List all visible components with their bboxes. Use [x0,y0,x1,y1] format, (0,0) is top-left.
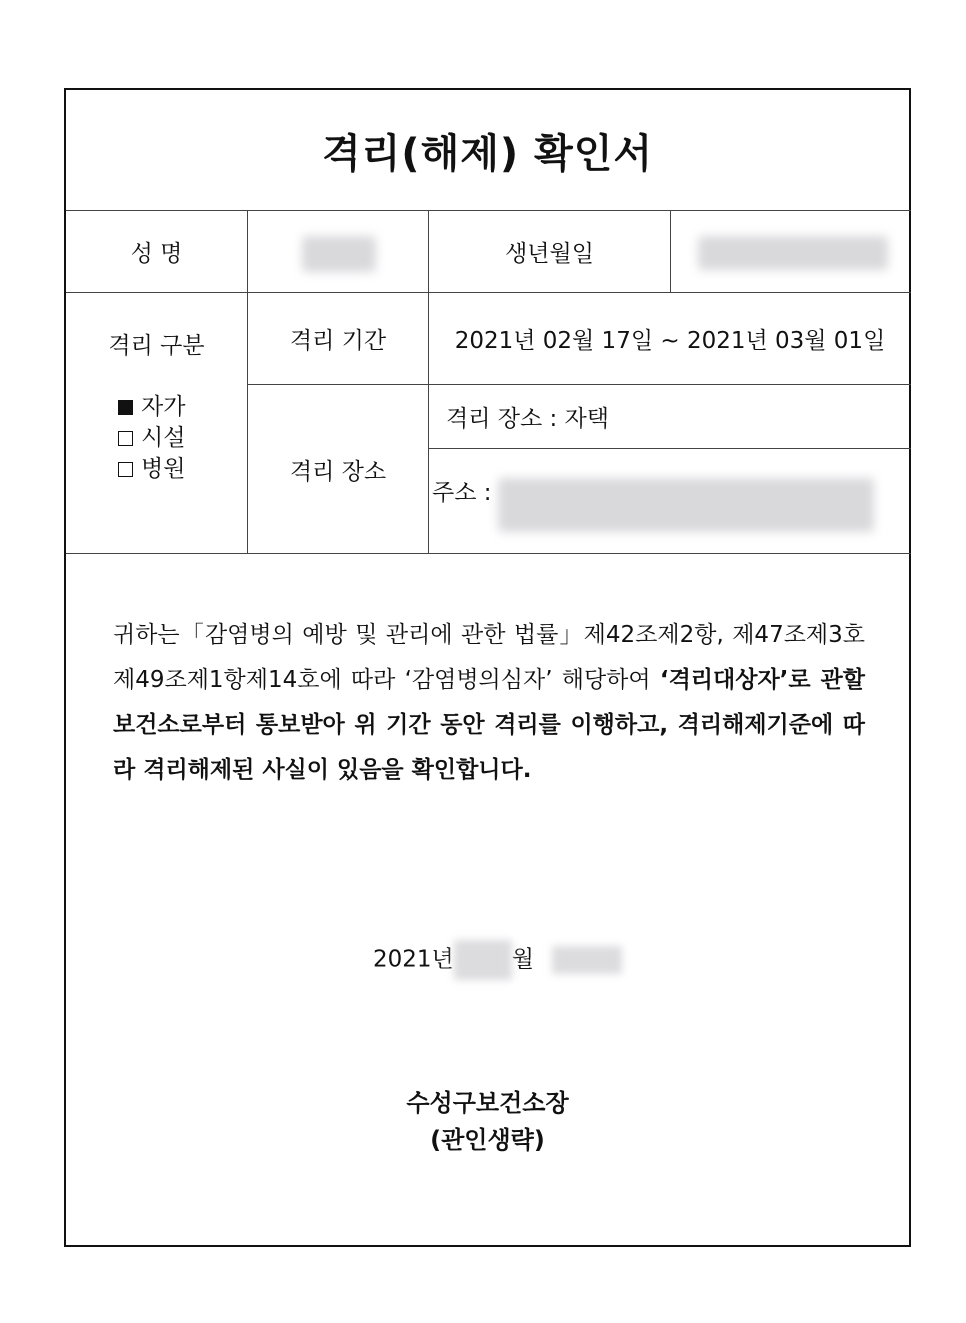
body-text-bold: ‘격리대상자’로 관할 보건소로부터 통보받아 위 기간 동안 격리를 이행하고, 격리해제기준에 따라 격리해제된 사실이 있음을 확인합니다. [113,667,865,783]
agency-name: 수성구보건소장 [406,1089,569,1117]
empty-box-icon [118,462,133,477]
place-label: 격리 장소 [289,458,387,485]
redacted-month [454,940,512,980]
name-label: 성 명 [130,241,183,267]
redacted-day [552,946,622,974]
issue-date [373,940,622,980]
checked-box-icon [118,400,133,415]
body-text: 귀하는「감염병의 예방 및 관리에 관한 법률」제42조제2항, 제47조제3호제49조제1항제14호에 따라 ‘감염병의심자’ 해당하여 [113,622,865,693]
option-label: 시설 [141,425,186,451]
option-label: 자가 [141,394,186,420]
divider [670,210,671,292]
option-hospital [118,454,185,485]
date-month-suffix: 월 [511,946,534,973]
option-facility [118,423,185,454]
divider [66,553,911,554]
date-year: 2021년 [373,946,454,973]
redacted-address [498,478,874,532]
category-options [118,392,185,485]
category-label: 격리 구분 [108,332,205,359]
confirmation-text [113,613,865,793]
address-label: 주소 : [432,479,492,506]
birth-label: 생년월일 [505,241,594,267]
issuing-agency [66,1085,909,1159]
document-title: 격리(해제) 확인서 [322,131,653,177]
redacted-name [302,236,376,272]
empty-box-icon [118,431,133,446]
place-value: 격리 장소 : 자택 [446,406,609,432]
quarantine-certificate [64,88,911,1247]
redacted-birthdate [698,236,888,270]
period-value: 2021년 02월 17일 ~ 2021년 03월 01일 [454,328,886,354]
option-home [118,392,185,423]
period-label: 격리 기간 [289,328,387,354]
option-label: 병원 [141,456,186,482]
seal-note: (관인생략) [430,1126,545,1154]
divider [428,448,911,449]
